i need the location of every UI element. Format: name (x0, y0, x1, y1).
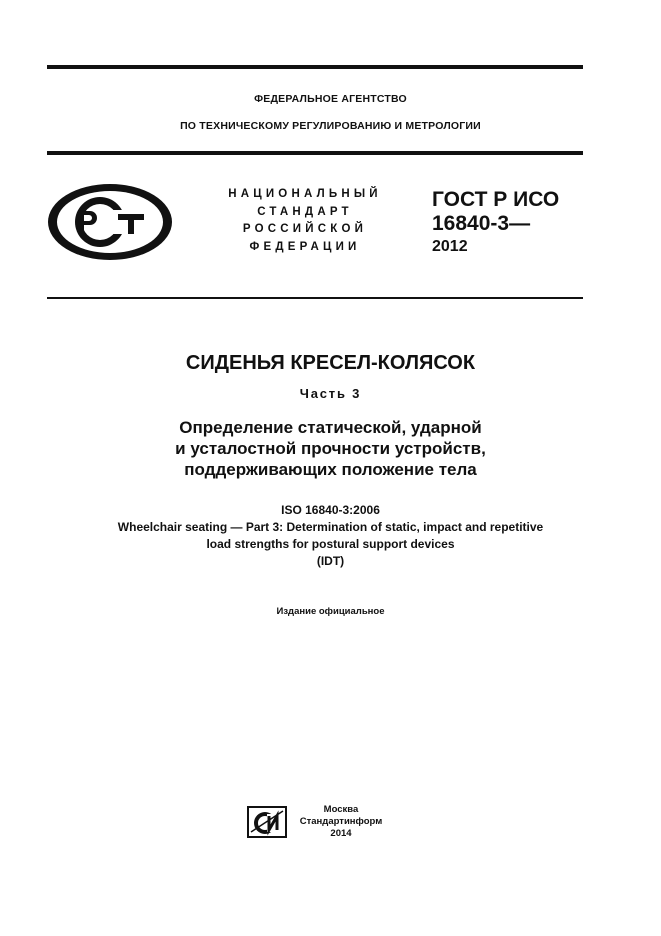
subtitle-line-2: и усталостной прочности устройств, (175, 439, 486, 458)
agency-line-2: ПО ТЕХНИЧЕСКОМУ РЕГУЛИРОВАНИЮ И МЕТРОЛОГИИ (180, 120, 481, 132)
header-rule (47, 151, 583, 155)
top-rule (47, 65, 583, 69)
rst-logo-icon (46, 182, 174, 262)
subtitle-line-3: поддерживающих положение тела (184, 460, 477, 479)
imprint-city: Москва (323, 804, 359, 815)
document-subtitle (0, 417, 661, 480)
edition-label: Издание официальное (276, 606, 385, 617)
section-rule (47, 297, 583, 299)
subtitle-line-1: Определение статической, ударной (179, 418, 482, 437)
national-line-2: СТАНДАРТ (257, 205, 353, 218)
document-title: СИДЕНЬЯ КРЕСЕЛ-КОЛЯСОК (185, 352, 476, 374)
designation-line-2: 16840-3— (432, 212, 531, 235)
standartinform-logo-icon (247, 806, 287, 838)
national-line-4: ФЕДЕРАЦИИ (249, 240, 361, 253)
iso-english-title-1: Wheelchair seating — Part 3: Determination of static, impact and repetitive (117, 520, 544, 534)
national-standard-label (205, 186, 405, 256)
designation-line-1: ГОСТ Р ИСО (432, 188, 560, 211)
iso-reference-block (0, 502, 661, 570)
iso-number: ISO 16840-3:2006 (281, 503, 380, 517)
national-line-1: НАЦИОНАЛЬНЫЙ (228, 188, 382, 200)
imprint-block (296, 804, 386, 840)
imprint-publisher: Стандартинформ (299, 816, 383, 827)
agency-line-1: ФЕДЕРАЛЬНОЕ АГЕНТСТВО (254, 93, 407, 105)
standard-designation (432, 188, 559, 258)
designation-year: 2012 (432, 238, 468, 255)
part-label: Часть 3 (299, 386, 362, 401)
iso-english-title-2: load strengths for postural support devices (206, 537, 455, 551)
national-line-3: РОССИЙСКОЙ (242, 223, 368, 235)
imprint-year: 2014 (330, 828, 352, 839)
iso-idt: (IDT) (316, 554, 345, 568)
